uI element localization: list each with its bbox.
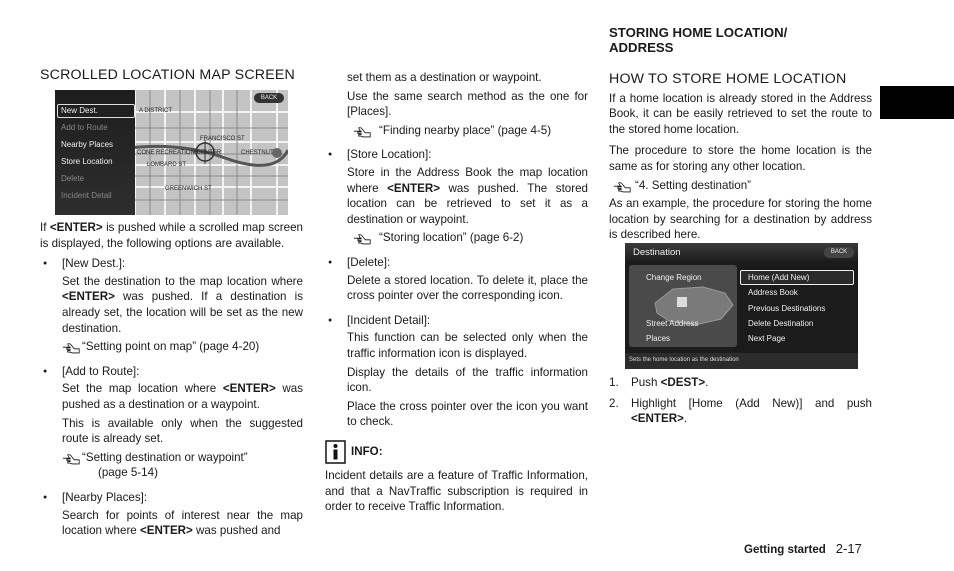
- option-nearby-places: ● [Nearby Places]:: [40, 490, 303, 506]
- option-description: [40, 381, 303, 412]
- option-description: This function can be selected only when the traffic information icon is displayed.: [347, 331, 588, 360]
- reference: [325, 230, 588, 246]
- info-icon: [325, 440, 347, 464]
- map-label: FRANCISCO ST: [200, 136, 245, 142]
- menu-item-previous-destinations[interactable]: Previous Destinations: [748, 304, 826, 313]
- same-search-note: Use the same search method as the one for [Places].: [347, 89, 588, 119]
- option-add-to-route: ● [Add to Route]:: [40, 364, 303, 380]
- reference: [609, 178, 872, 194]
- chapter-heading: [609, 25, 872, 55]
- text: was pushed. If a destination is already set, the location will be set as the new destination.: [62, 290, 303, 335]
- text: Search for points of interest near the map location where: [62, 508, 303, 538]
- option-description: [40, 508, 303, 539]
- menu-item-new-dest[interactable]: New Dest.: [61, 106, 98, 115]
- pointing-hand-icon: [353, 233, 371, 245]
- option-store-location: ● [Store Location]:: [325, 147, 588, 163]
- step-number: 2.: [609, 396, 619, 410]
- option-description: [40, 274, 303, 336]
- key-enter: <ENTER>: [49, 221, 103, 234]
- map-label: A DISTRICT: [139, 108, 173, 114]
- key-enter: <ENTER>: [387, 181, 440, 195]
- destination-screenshot: [625, 243, 858, 369]
- option-description: [325, 165, 588, 227]
- text: Set the map location where: [62, 382, 223, 396]
- page-number: 2-17: [835, 541, 862, 556]
- option-description: Display the details of the traffic information icon.: [347, 365, 588, 395]
- middle-column: [325, 70, 588, 433]
- footer-section: Getting started: [744, 544, 826, 556]
- chapter-tab: [880, 86, 954, 119]
- status-text: Sets the home location as the destination: [629, 357, 739, 363]
- text: Set the destination to the map location where: [62, 274, 303, 288]
- reference-text: “Setting destination or waypoint”: [82, 450, 248, 464]
- text: .: [705, 376, 709, 389]
- back-label: BACK: [830, 249, 848, 255]
- menu-item-delete-destination[interactable]: Delete Destination: [748, 319, 814, 328]
- key-enter: <ENTER>: [139, 524, 193, 538]
- menu-item-change-region[interactable]: Change Region: [646, 273, 702, 282]
- text: was pushed. The stored location can be retrieved to set it as a destination or waypoint.: [347, 181, 588, 226]
- menu-item-next-page[interactable]: Next Page: [748, 334, 786, 343]
- step-1: [609, 375, 872, 391]
- left-column-body: [40, 220, 303, 542]
- menu-item-home-add-new[interactable]: Home (Add New): [748, 273, 810, 282]
- pointing-hand-icon: [62, 342, 80, 354]
- key-dest: <DEST>: [660, 376, 706, 389]
- step-number: 1.: [609, 376, 619, 389]
- map-label: CONE RECREATION CENTER: [137, 150, 222, 156]
- back-label: BACK: [260, 95, 278, 101]
- map-label: GREENWICH ST: [165, 186, 212, 192]
- text: Highlight [Home (Add New)] and push: [631, 396, 872, 410]
- paragraph: If a home location is already stored in the Address Book, it can be easily retrieved to set the route to the stored home location.: [609, 91, 872, 136]
- menu-item-store-location[interactable]: Store Location: [61, 157, 113, 166]
- reference: [40, 339, 303, 355]
- reference-page: (page 5-14): [98, 466, 158, 480]
- text: If: [40, 221, 50, 234]
- reference-text: “Storing location” (page 6-2): [379, 231, 524, 245]
- menu-item-delete[interactable]: Delete: [61, 174, 85, 183]
- text: Store in the Address Book the map location where: [347, 165, 588, 195]
- heading-line: STORING HOME LOCATION/: [609, 25, 788, 40]
- menu-item-street-address[interactable]: Street Address: [646, 319, 699, 328]
- map-label: CHESTNUT: [241, 150, 274, 156]
- page-footer: [744, 541, 862, 556]
- text: .: [683, 412, 688, 426]
- info-label: INFO:: [351, 445, 383, 458]
- map-label: LOMBARD ST: [147, 162, 187, 168]
- intro-paragraph: [40, 220, 303, 251]
- pointing-hand-icon: [62, 453, 80, 465]
- option-delete: ● [Delete]:: [325, 255, 588, 271]
- menu-item-incident-detail[interactable]: Incident Detail: [61, 191, 112, 200]
- text: was pushed as a destination or a waypoint.: [62, 382, 304, 411]
- text: Push: [631, 376, 661, 389]
- back-button[interactable]: [254, 93, 284, 103]
- menu-item-address-book[interactable]: Address Book: [748, 288, 798, 297]
- option-description: Place the cross pointer over the icon you want to check.: [347, 399, 588, 429]
- option-new-dest: ● [New Dest.]:: [40, 256, 303, 272]
- menu-item-nearby-places[interactable]: Nearby Places: [61, 140, 114, 149]
- paragraph: As an example, the procedure for storing the home location by searching for a destination by address is described here.: [609, 197, 872, 242]
- heading-line: ADDRESS: [609, 40, 674, 55]
- key-enter: <ENTER>: [62, 290, 115, 304]
- steps: [609, 375, 872, 430]
- paragraph: The procedure to store the home location is the same as for storing any other location.: [609, 144, 872, 173]
- menu-item-add-to-route[interactable]: Add to Route: [61, 123, 108, 132]
- subheading: HOW TO STORE HOME LOCATION: [609, 71, 847, 87]
- text: was pushed and: [192, 524, 281, 538]
- text: is pushed while a scrolled map screen is displayed, the following options are available.: [40, 221, 303, 250]
- option-note: This is available only when the suggested route is already set.: [62, 416, 303, 446]
- reference: [325, 123, 588, 139]
- option-description: Delete a stored location. To delete it, place the cross pointer over the corresponding icon.: [347, 273, 588, 303]
- right-column: [609, 25, 872, 246]
- reference-text: “4. Setting destination”: [635, 178, 752, 192]
- reference-text: “Finding nearby place” (page 4-5): [379, 123, 552, 137]
- reference-text: “Setting point on map” (page 4-20): [82, 340, 260, 354]
- key-enter: <ENTER>: [631, 412, 684, 426]
- info-text: Incident details are a feature of Traffic Information, and that a NavTraffic subscription is required in order to receive Traffic Information.: [325, 469, 588, 514]
- scrolled-map-screenshot: [55, 90, 288, 215]
- continued-text: set them as a destination or waypoint.: [347, 71, 542, 84]
- pointing-hand-icon: [353, 126, 371, 138]
- key-enter: <ENTER>: [222, 382, 276, 396]
- step-2: [609, 396, 872, 427]
- option-incident-detail: ● [Incident Detail]:: [325, 313, 588, 329]
- reference: [40, 450, 303, 466]
- section-heading: SCROLLED LOCATION MAP SCREEN: [40, 67, 295, 83]
- menu-item-places[interactable]: Places: [646, 334, 671, 343]
- screen-title: Destination: [633, 247, 681, 258]
- left-column: [40, 68, 303, 84]
- pointing-hand-icon: [613, 181, 631, 193]
